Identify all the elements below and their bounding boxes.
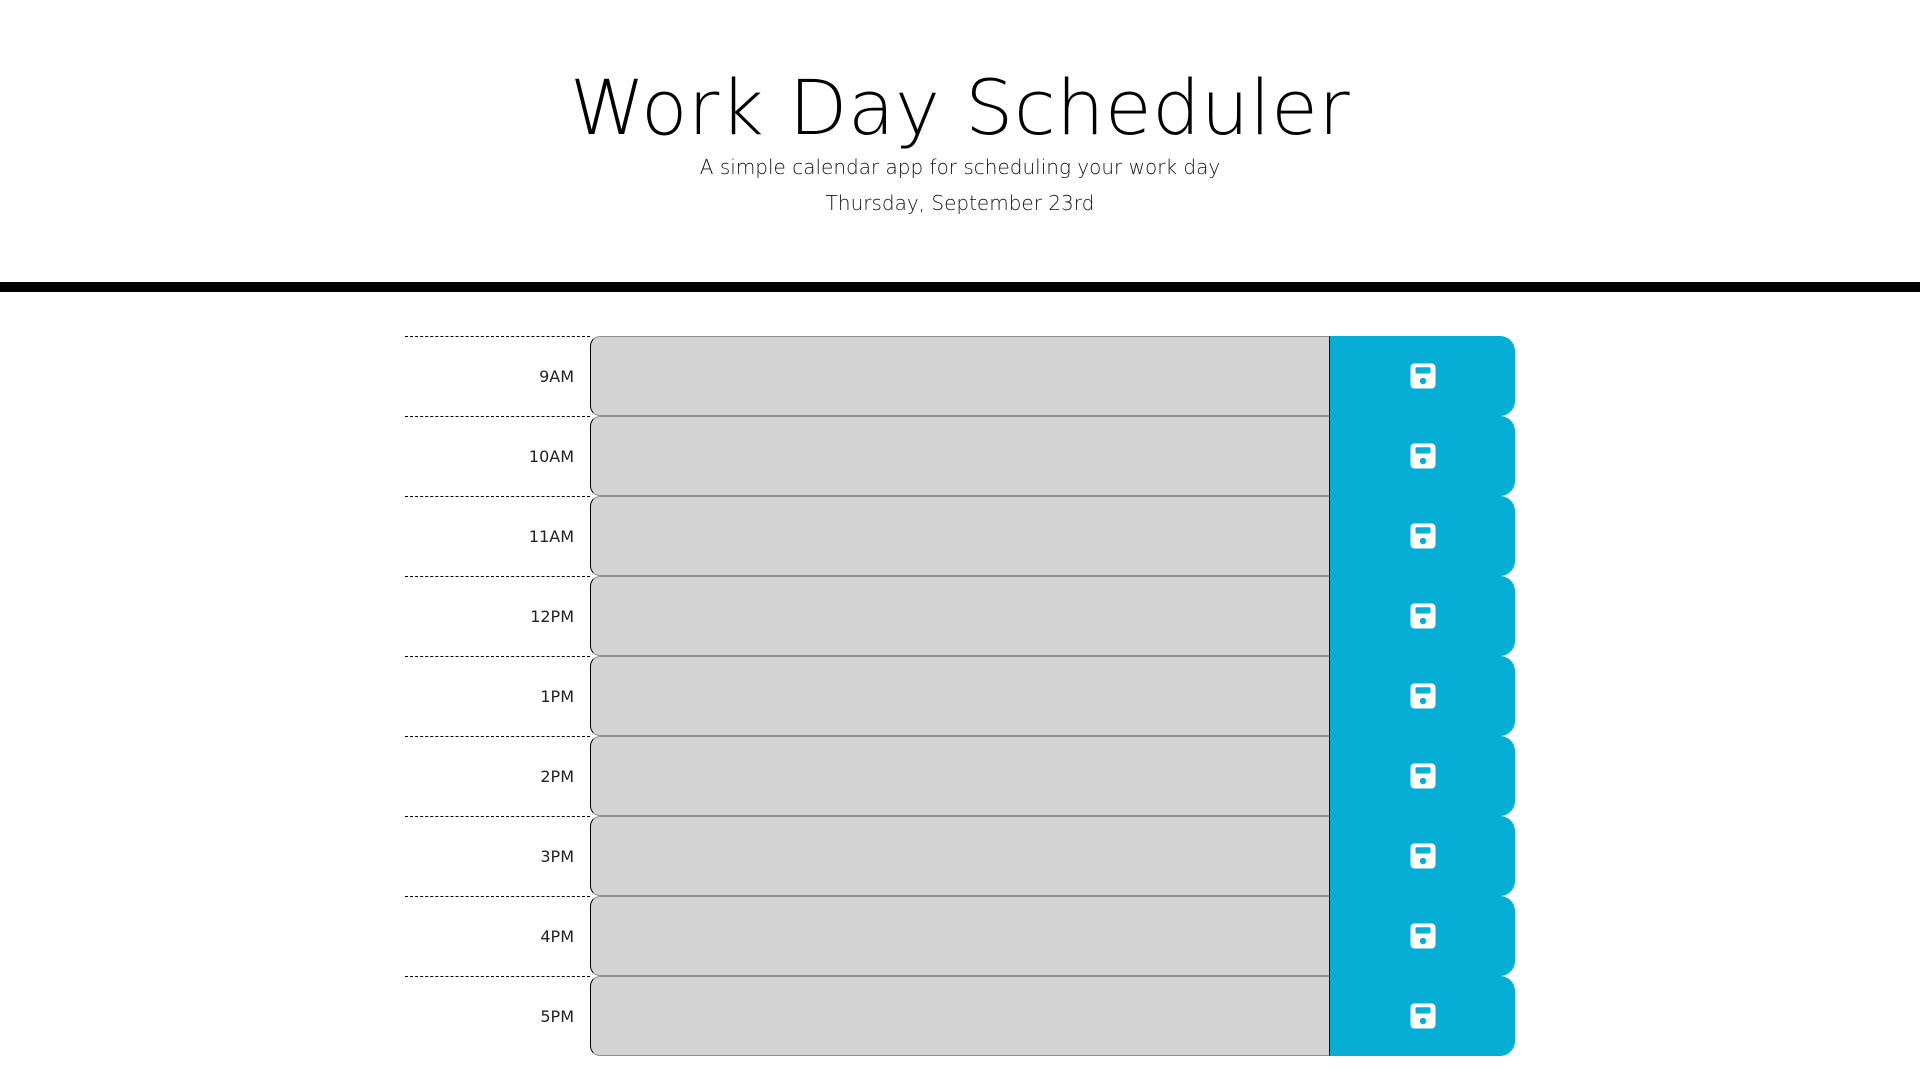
hour-label: 12PM [405, 576, 590, 656]
floppy-disk-icon [1408, 361, 1438, 391]
time-block [405, 976, 1515, 1056]
save-button[interactable] [1330, 736, 1515, 816]
event-description-input[interactable] [590, 896, 1330, 976]
page-header [0, 0, 1920, 292]
floppy-disk-icon [1408, 841, 1438, 871]
time-block [405, 816, 1515, 896]
event-description-input[interactable] [590, 576, 1330, 656]
save-button[interactable] [1330, 496, 1515, 576]
event-description-input[interactable] [590, 336, 1330, 416]
event-description-input[interactable] [590, 656, 1330, 736]
hour-label: 5PM [405, 976, 590, 1056]
save-button[interactable] [1330, 656, 1515, 736]
time-block [405, 896, 1515, 976]
floppy-disk-icon [1408, 921, 1438, 951]
event-description-input[interactable] [590, 816, 1330, 896]
time-block [405, 416, 1515, 496]
save-button[interactable] [1330, 416, 1515, 496]
save-button[interactable] [1330, 976, 1515, 1056]
time-block [405, 336, 1515, 416]
time-block [405, 576, 1515, 656]
time-block [405, 656, 1515, 736]
event-description-input[interactable] [590, 416, 1330, 496]
hour-label: 3PM [405, 816, 590, 896]
floppy-disk-icon [1408, 521, 1438, 551]
save-button[interactable] [1330, 336, 1515, 416]
floppy-disk-icon [1408, 1001, 1438, 1031]
time-block [405, 736, 1515, 816]
save-button[interactable] [1330, 576, 1515, 656]
save-button[interactable] [1330, 816, 1515, 896]
hour-label: 1PM [405, 656, 590, 736]
current-day: Thursday, September 23rd [825, 191, 1095, 215]
hour-label: 2PM [405, 736, 590, 816]
time-block-list [405, 336, 1515, 1056]
floppy-disk-icon [1408, 601, 1438, 631]
hour-label: 10AM [405, 416, 590, 496]
floppy-disk-icon [1408, 761, 1438, 791]
event-description-input[interactable] [590, 496, 1330, 576]
hour-label: 4PM [405, 896, 590, 976]
floppy-disk-icon [1408, 681, 1438, 711]
page-title: Work Day Scheduler [569, 63, 1351, 152]
event-description-input[interactable] [590, 736, 1330, 816]
hour-label: 11AM [405, 496, 590, 576]
hour-label: 9AM [405, 336, 590, 416]
floppy-disk-icon [1408, 441, 1438, 471]
time-block [405, 496, 1515, 576]
save-button[interactable] [1330, 896, 1515, 976]
page-subtitle: A simple calendar app for scheduling your work day [699, 155, 1221, 179]
event-description-input[interactable] [590, 976, 1330, 1056]
